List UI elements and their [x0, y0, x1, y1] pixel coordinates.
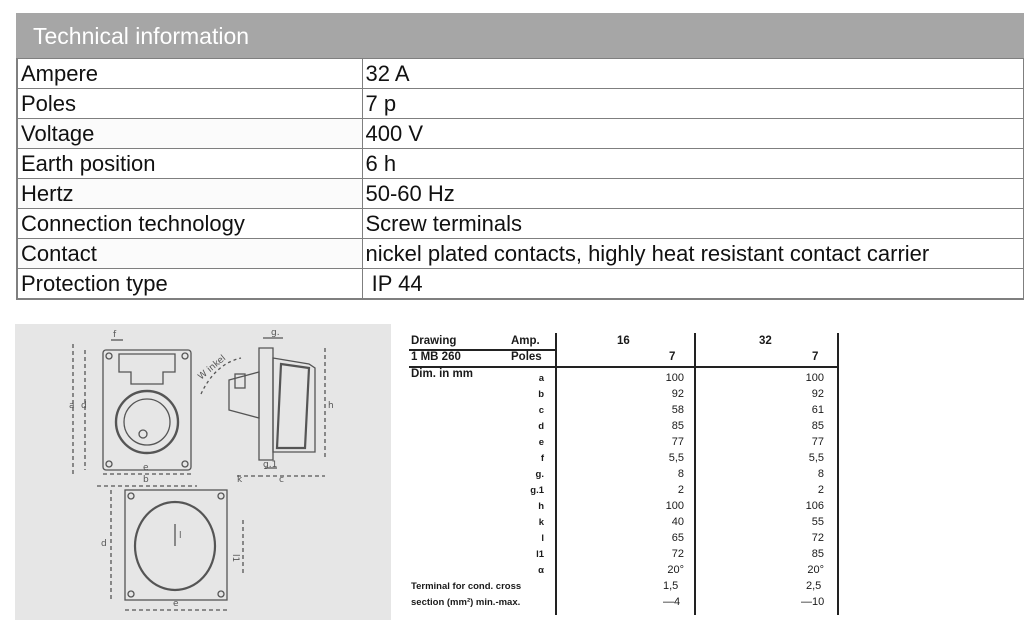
terminal-label-line-1: Terminal for cond. cross [411, 581, 522, 592]
dim-label: c [279, 475, 284, 485]
terminal-32-max: —10 [801, 596, 825, 608]
table-row: f 5,5 5,5 [540, 452, 824, 464]
spec-label: Hertz [17, 179, 362, 209]
dim-label: d [81, 401, 87, 411]
dim-label: d [101, 539, 107, 549]
table-row: l 65 72 [541, 532, 824, 544]
side-view-flange [259, 348, 273, 460]
table-row [17, 209, 1024, 239]
table-row: g. 8 8 [535, 468, 824, 480]
technical-information-panel [16, 13, 1024, 300]
amp-label: Amp. [511, 335, 540, 347]
table-row: α 20° 20° [538, 564, 824, 576]
poles-16-value: 7 [669, 351, 676, 363]
dim-in-mm-label: Dim. in mm [411, 368, 473, 380]
table-row: h 100 106 [538, 500, 824, 512]
dim-label: g.1 [263, 460, 278, 470]
dim-label: e [143, 463, 149, 473]
dim-label: g. [271, 328, 280, 338]
table-row: g.1 2 2 [530, 484, 824, 496]
spec-value: 400 V [362, 119, 1024, 149]
spec-label: Earth position [17, 149, 362, 179]
terminal-32-min: 2,5 [806, 580, 822, 592]
spec-label: Protection type [17, 269, 362, 300]
divider [409, 349, 555, 351]
spec-label: Poles [17, 89, 362, 119]
table-row: e 77 77 [538, 436, 824, 448]
dim-label: k [237, 475, 243, 485]
dim-label: l [179, 531, 182, 541]
table-row [17, 239, 1024, 269]
table-row [17, 59, 1024, 89]
dim-label: l1 [230, 554, 240, 563]
drawing-label: Drawing [411, 335, 457, 347]
spec-value: 7 p [362, 89, 1024, 119]
amp-32-header: 32 [759, 335, 772, 347]
table-row [17, 269, 1024, 300]
table-row: d 85 85 [538, 420, 824, 432]
drawing-number: 1 MB 260 [411, 351, 461, 363]
terminal-label-line-2: section (mm²) min.-max. [411, 597, 521, 608]
amp-16-header: 16 [617, 335, 630, 347]
table-row [17, 149, 1024, 179]
technical-information-header: Technical information [16, 13, 1024, 58]
dimension-table [409, 333, 839, 615]
spec-value: nickel plated contacts, highly heat resistant contact carrier [362, 239, 1024, 269]
dim-label: b [143, 475, 149, 485]
spec-value: 50-60 Hz [362, 179, 1024, 209]
spec-label: Ampere [17, 59, 362, 89]
dim-label: f [113, 330, 117, 340]
spec-value: 32 A [362, 59, 1024, 89]
dim-label: e [173, 599, 179, 609]
table-row [17, 119, 1024, 149]
spec-label: Contact [17, 239, 362, 269]
technical-information-table [16, 58, 1024, 300]
poles-32-value: 7 [812, 351, 819, 363]
angle-label: W inkel [196, 353, 229, 383]
socket-dimension-drawing [15, 324, 391, 620]
poles-label: Poles [511, 351, 542, 363]
dim-label: h [328, 401, 334, 411]
table-row: b 92 92 [538, 388, 824, 400]
technical-drawing [15, 324, 391, 620]
dim-label: a [69, 401, 75, 411]
terminal-16-max: —4 [663, 596, 681, 608]
terminal-16-min: 1,5 [663, 580, 679, 592]
table-row [17, 89, 1024, 119]
spec-value: IP 44 [362, 269, 1024, 300]
table-row: a 100 100 [538, 372, 824, 384]
table-row: c 58 61 [538, 404, 824, 416]
spec-value: Screw terminals [362, 209, 1024, 239]
table-row: l1 72 85 [536, 548, 824, 560]
panel-cutout-outline [125, 490, 227, 600]
spec-label: Voltage [17, 119, 362, 149]
table-row [17, 179, 1024, 209]
divider [409, 366, 837, 368]
spec-value: 6 h [362, 149, 1024, 179]
spec-label: Connection technology [17, 209, 362, 239]
table-row: k 40 55 [538, 516, 824, 528]
